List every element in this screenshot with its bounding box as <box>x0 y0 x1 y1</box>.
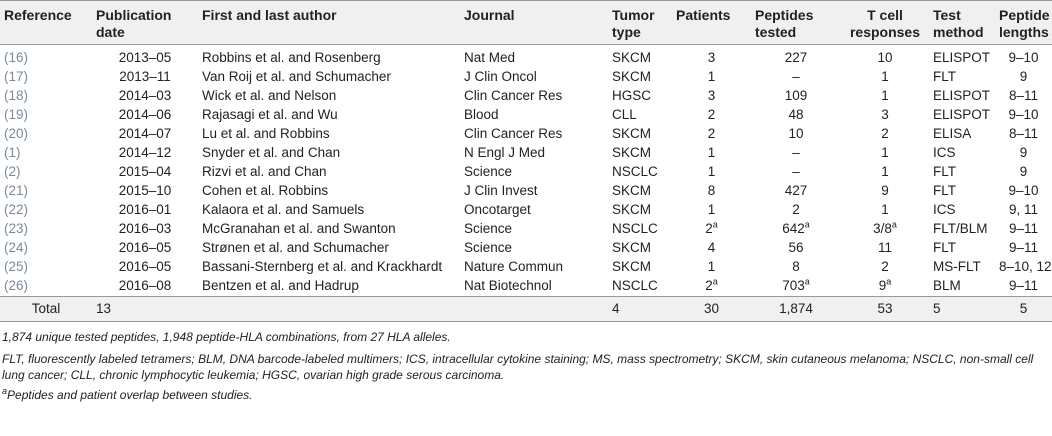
footnote-summary: 1,874 unique tested peptides, 1,948 peptide-HLA combinations, from 27 HLA alleles. <box>2 329 451 344</box>
lengths-cell: 8–11 <box>1008 126 1039 141</box>
reference-cell: (17) <box>4 69 29 84</box>
patients-cell: 8 <box>707 183 716 198</box>
header-peptide-lengths: Peptide lengths <box>999 7 1050 40</box>
journal-cell: J Clin Invest <box>464 183 538 198</box>
total-tcell: 53 <box>877 300 893 316</box>
tumor-cell: SKCM <box>612 183 652 198</box>
authors-cell: Van Roij et al. and Schumacher <box>202 69 391 84</box>
journal-cell: N Engl J Med <box>464 145 546 160</box>
total-patients: 30 <box>703 300 720 316</box>
patients-cell: 2$^a$ <box>705 276 718 293</box>
authors-cell: Snyder et al. and Chan <box>202 145 341 160</box>
date-cell: 2014–07 <box>118 126 172 141</box>
peptides-cell: – <box>792 164 800 179</box>
journal-cell: Nat Biotechnol <box>464 278 552 293</box>
patients-cell: 1 <box>707 259 716 274</box>
footnote-marker: a <box>2 385 8 396</box>
peptides-cell: 642$^a$ <box>782 219 810 236</box>
tumor-cell: CLL <box>612 107 637 122</box>
lengths-cell: 9, 11 <box>1008 202 1039 217</box>
table-row <box>0 106 1052 125</box>
authors-cell: Rizvi et al. and Chan <box>202 164 327 179</box>
table-header <box>0 1 1052 45</box>
peptides-cell: 427 <box>784 183 808 198</box>
method-cell: FLT <box>933 164 956 179</box>
patients-cell: 2 <box>707 126 716 141</box>
authors-cell: Rajasagi et al. and Wu <box>202 107 338 122</box>
footnote-abbreviations: FLT, fluorescently labeled tetramers; BLM, DNA barcode-labeled multimers; ICS, intracellular cytokine staining; MS, mass spectrometry; SKCM, skin cutaneous melanoma; NSCLC, non-small cell lung cancer; CLL, chronic lymphocytic leukemia; HGSC, ovarian high grade serous carcinoma. <box>2 351 1034 382</box>
patients-cell: 4 <box>707 240 716 255</box>
tcell-cell: 1 <box>881 164 889 179</box>
peptides-cell: 2 <box>792 202 800 217</box>
method-cell: ELISPOT <box>933 50 991 65</box>
authors-cell: Strønen et al. and Schumacher <box>202 240 389 255</box>
header-peptides-tested: Peptides tested <box>755 7 814 40</box>
header-test-method: Test method <box>933 7 984 40</box>
header-tcell-responses: T cell responses <box>849 7 921 40</box>
patients-cell: 1 <box>707 69 716 84</box>
tumor-cell: SKCM <box>612 240 652 255</box>
tumor-cell: NSCLC <box>612 278 658 293</box>
reference-cell: (16) <box>4 50 29 65</box>
tcell-cell: 2 <box>881 126 889 141</box>
header-reference: Reference <box>4 7 72 23</box>
lengths-cell: 9 <box>1019 69 1028 84</box>
lengths-cell: 9–10 <box>1008 183 1039 198</box>
journal-cell: Oncotarget <box>464 202 531 217</box>
patients-cell: 3 <box>707 50 716 65</box>
date-cell: 2016–01 <box>118 202 172 217</box>
date-cell: 2014–03 <box>118 88 172 103</box>
peptides-cell: 56 <box>788 240 804 255</box>
total-peptides: 1,874 <box>779 300 813 316</box>
table-row <box>0 182 1052 201</box>
reference-cell: (2) <box>4 164 21 179</box>
table-row <box>0 201 1052 220</box>
authors-cell: Lu et al. and Robbins <box>202 126 330 141</box>
total-date: 13 <box>96 300 112 316</box>
table-row <box>0 87 1052 106</box>
table-body <box>0 45 1052 322</box>
date-cell: 2015–10 <box>118 183 172 198</box>
peptides-cell: – <box>792 145 800 160</box>
tumor-cell: NSCLC <box>612 164 658 179</box>
tumor-cell: SKCM <box>612 126 652 141</box>
reference-cell: (21) <box>4 183 29 198</box>
patients-cell: 2$^a$ <box>705 219 718 236</box>
table-row <box>0 163 1052 182</box>
method-cell: ELISA <box>933 126 972 141</box>
peptides-cell: – <box>792 69 800 84</box>
total-method: 5 <box>933 300 941 316</box>
table-row <box>0 45 1052 68</box>
lengths-cell: 9–10 <box>1008 107 1039 122</box>
lengths-cell: 9 <box>1019 164 1028 179</box>
lengths-cell: 8–10, 12 <box>999 259 1052 274</box>
peptides-cell: 227 <box>784 50 808 65</box>
reference-cell: (19) <box>4 107 29 122</box>
authors-cell: Bentzen et al. and Hadrup <box>202 278 359 293</box>
method-cell: ICS <box>933 202 956 217</box>
total-lengths: 5 <box>1019 300 1028 316</box>
patients-cell: 1 <box>707 145 716 160</box>
table-row <box>0 239 1052 258</box>
journal-cell: Science <box>464 164 513 179</box>
superscript-marker: a <box>886 276 892 287</box>
reference-cell: (18) <box>4 88 29 103</box>
authors-cell: Bassani-Sternberg et al. and Krackhardt <box>202 259 443 274</box>
lengths-cell: 9–11 <box>1008 278 1039 293</box>
lengths-cell: 9 <box>1019 145 1028 160</box>
tumor-cell: SKCM <box>612 50 652 65</box>
table-row <box>0 277 1052 297</box>
method-cell: FLT/BLM <box>933 221 988 236</box>
reference-cell: (23) <box>4 221 29 236</box>
method-cell: ELISPOT <box>933 107 991 122</box>
journal-cell: Clin Cancer Res <box>464 88 563 103</box>
lengths-cell: 9–11 <box>1008 240 1039 255</box>
reference-cell: (24) <box>4 240 29 255</box>
lengths-cell: 9–10 <box>1008 50 1039 65</box>
authors-cell: Robbins et al. and Rosenberg <box>202 50 381 65</box>
method-cell: FLT <box>933 69 956 84</box>
peptides-cell: 109 <box>784 88 808 103</box>
tumor-cell: SKCM <box>612 259 652 274</box>
tcell-cell: 3 <box>881 107 889 122</box>
patients-cell: 1 <box>707 164 716 179</box>
header-publication-date: Publication date <box>96 7 172 40</box>
tcell-cell: 9 <box>881 183 889 198</box>
date-cell: 2013–11 <box>119 69 171 84</box>
table-row <box>0 144 1052 163</box>
journal-cell: Nat Med <box>464 50 516 65</box>
patients-cell: 2 <box>707 107 716 122</box>
total-label: Total <box>31 300 61 316</box>
date-cell: 2015–04 <box>118 164 172 179</box>
date-cell: 2014–06 <box>118 107 172 122</box>
superscript-marker: a <box>891 219 897 230</box>
total-row <box>0 296 1052 321</box>
date-cell: 2016–03 <box>118 221 172 236</box>
journal-cell: Science <box>464 240 513 255</box>
superscript-marker: a <box>804 219 810 230</box>
header-patients: Patients <box>676 7 731 23</box>
method-cell: FLT <box>933 183 956 198</box>
date-cell: 2013–05 <box>118 50 172 65</box>
journal-cell: Science <box>464 221 513 236</box>
table-row <box>0 68 1052 87</box>
table-row <box>0 258 1052 277</box>
journal-cell: Clin Cancer Res <box>464 126 563 141</box>
tcell-cell: 1 <box>881 202 889 217</box>
method-cell: BLM <box>933 278 961 293</box>
date-cell: 2016–08 <box>118 278 172 293</box>
tcell-cell: 2 <box>881 259 889 274</box>
date-cell: 2014–12 <box>118 145 172 160</box>
table-footnotes <box>0 329 1052 403</box>
patients-cell: 3 <box>707 88 716 103</box>
superscript-marker: a <box>712 276 718 287</box>
method-cell: MS-FLT <box>933 259 981 274</box>
peptides-cell: 48 <box>788 107 804 122</box>
reference-cell: (26) <box>4 278 29 293</box>
journal-cell: J Clin Oncol <box>464 69 537 84</box>
authors-cell: Cohen et al. Robbins <box>202 183 329 198</box>
tcell-cell: 1 <box>881 88 889 103</box>
journal-cell: Blood <box>464 107 499 122</box>
tumor-cell: SKCM <box>612 202 652 217</box>
method-cell: FLT <box>933 240 956 255</box>
authors-cell: Kalaora et al. and Samuels <box>202 202 365 217</box>
tcell-cell: 3/8$^a$ <box>873 219 897 236</box>
tcell-cell: 10 <box>877 50 893 65</box>
tumor-cell: HGSC <box>612 88 652 103</box>
date-cell: 2016–05 <box>118 259 172 274</box>
date-cell: 2016–05 <box>118 240 172 255</box>
tcell-cell: 9$^a$ <box>878 276 892 293</box>
header-authors: First and last author <box>202 7 337 23</box>
patients-cell: 1 <box>707 202 716 217</box>
tcell-cell: 1 <box>881 69 889 84</box>
header-tumor-type: Tumor type <box>612 7 655 40</box>
tumor-cell: NSCLC <box>612 221 658 236</box>
tumor-cell: SKCM <box>612 69 652 84</box>
reference-cell: (20) <box>4 126 29 141</box>
table-row <box>0 125 1052 144</box>
peptides-cell: 703$^a$ <box>782 276 810 293</box>
peptides-cell: 10 <box>788 126 804 141</box>
total-tumor: 4 <box>612 300 620 316</box>
tumor-cell: SKCM <box>612 145 652 160</box>
lengths-cell: 9–11 <box>1008 221 1039 236</box>
authors-cell: Wick et al. and Nelson <box>202 88 337 103</box>
table-row <box>0 220 1052 239</box>
method-cell: ELISPOT <box>933 88 991 103</box>
superscript-marker: a <box>712 219 718 230</box>
superscript-marker: a <box>804 276 810 287</box>
tcell-cell: 1 <box>881 145 889 160</box>
reference-cell: (1) <box>4 145 21 160</box>
method-cell: ICS <box>933 145 956 160</box>
lengths-cell: 8–11 <box>1008 88 1039 103</box>
reference-cell: (25) <box>4 259 29 274</box>
journal-cell: Nature Commun <box>464 259 564 274</box>
peptides-cell: 8 <box>792 259 800 274</box>
authors-cell: McGranahan et al. and Swanton <box>202 221 396 236</box>
reference-cell: (22) <box>4 202 29 217</box>
footnote-overlap: $^a$Peptides and patient overlap between studies. <box>2 385 253 402</box>
tcell-cell: 11 <box>877 240 892 255</box>
header-journal: Journal <box>464 7 515 23</box>
